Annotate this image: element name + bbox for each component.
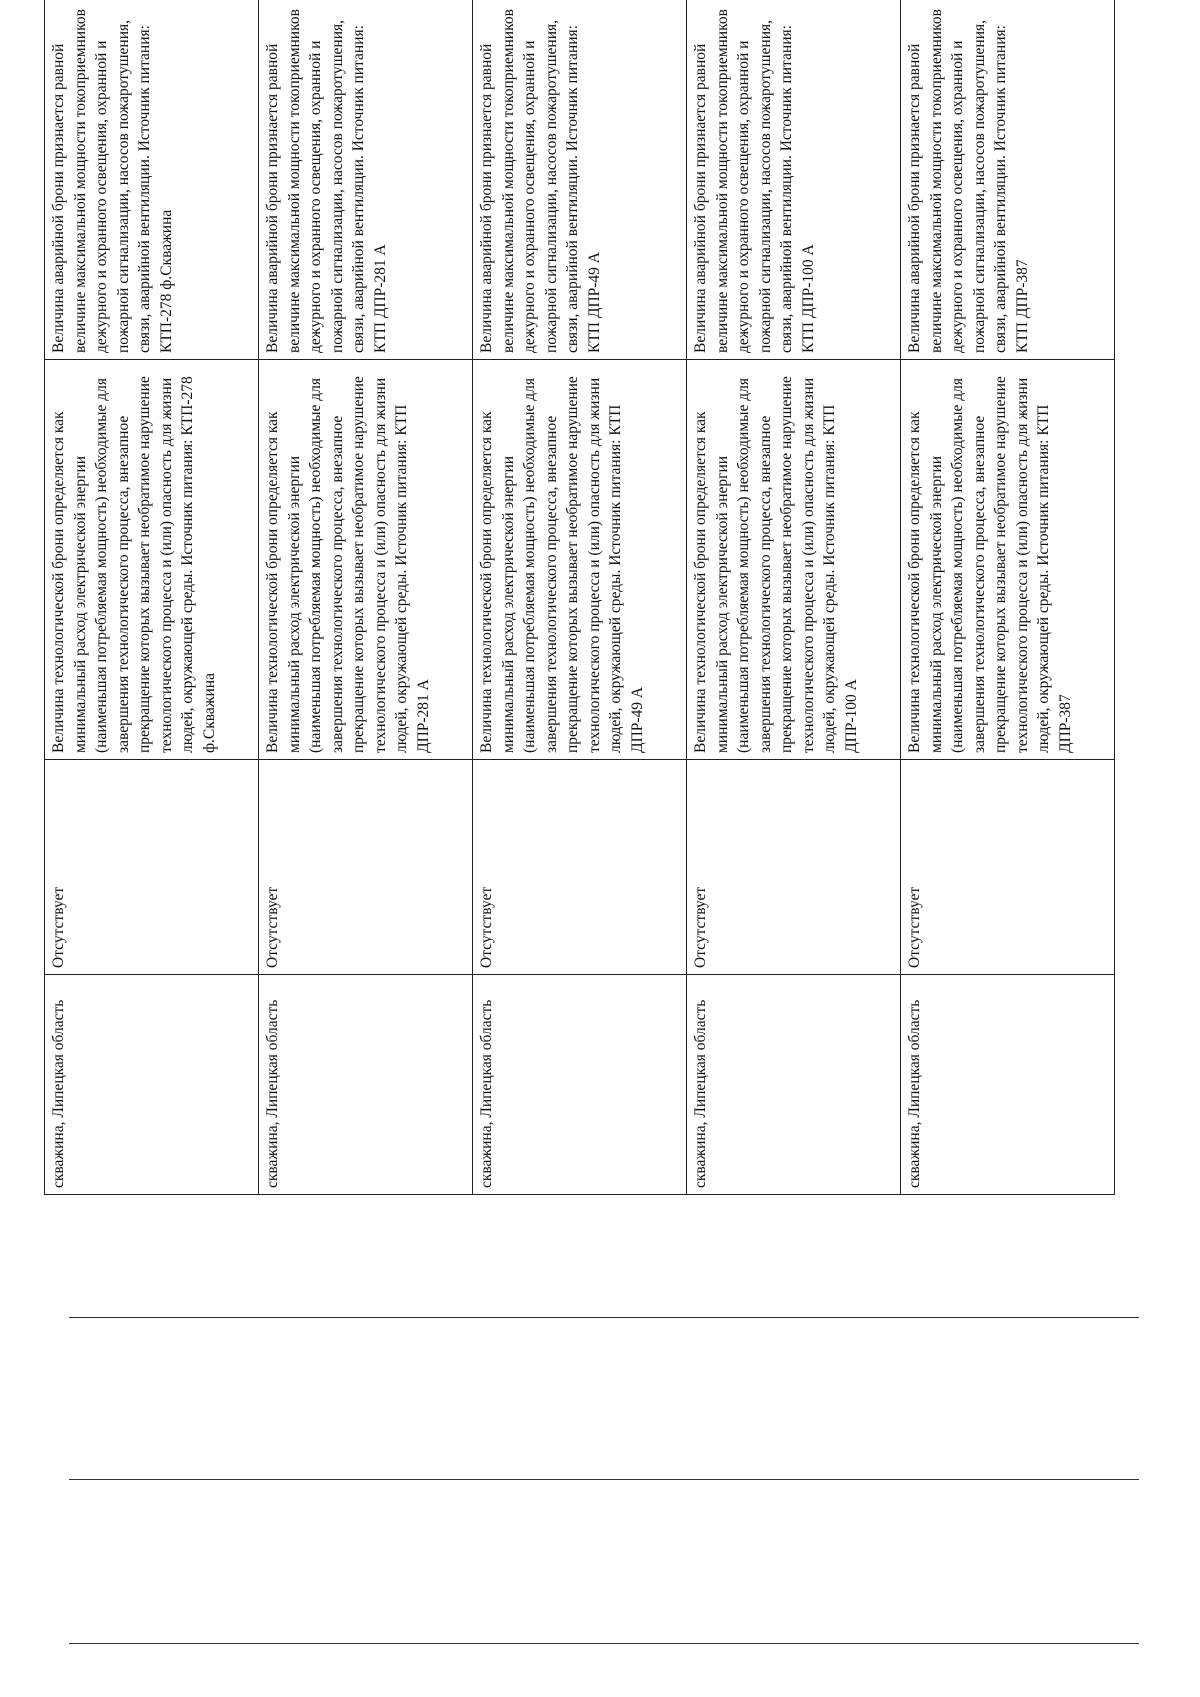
emergency-reserve-cell: Величина аварийной брони признается равной величине максимальной мощности токоприемников дежурного и охранного освещения, охранной и пожарной сигнализации, насосов пожаротушения, связи, аварийной вентиляции. Источник питания: КТП-278 ф.Скважина [45,0,259,360]
emergency-reserve-cell: Величина аварийной брони признается равной величине максимальной мощности токоприемников дежурного и охранного освещения, охранной и пожарной сигнализации, насосов пожаротушения, связи, аварийной вентиляции. Источник питания: КТП ДПР-281 А [259,0,473,360]
table-row [45,0,259,1195]
table-row [901,0,1115,1195]
rotated-page [14,0,1174,1680]
table-row [687,0,901,1195]
armor-status-cell: Отсутствует [901,760,1115,975]
location-cell: скважина, Липецкая область [45,975,259,1195]
emergency-reserve-cell: Величина аварийной брони признается равной величине максимальной мощности токоприемников дежурного и охранного освещения, охранной и пожарной сигнализации, насосов пожаротушения, связи, аварийной вентиляции. Источник питания: КТП ДПР-100 А [687,0,901,360]
location-cell: скважина, Липецкая область [901,975,1115,1195]
location-cell: скважина, Липецкая область [687,975,901,1195]
power-reserve-table [44,0,1115,1195]
left-margin-rule [69,1317,1139,1318]
tech-reserve-cell: Величина технологической брони определяется как минимальный расход электрической энергии (наименьшая потребляемая мощность) необходимые для завершения технологического процесса, внезапное прекращение которых вызывает необратимое нарушение технологического процесса и (или) опасность для жизни людей, окружающей среды. Источник питания: КТП ДПР-49 А [473,360,687,760]
armor-status-cell: Отсутствует [259,760,473,975]
table-row [259,0,473,1195]
table-row [473,0,687,1195]
left-margin-rule [69,1643,1139,1644]
location-cell: скважина, Липецкая область [259,975,473,1195]
emergency-reserve-cell: Величина аварийной брони признается равной величине максимальной мощности токоприемников дежурного и охранного освещения, охранной и пожарной сигнализации, насосов пожаротушения, связи, аварийной вентиляции. Источник питания: КТП ДПР-49 А [473,0,687,360]
location-cell: скважина, Липецкая область [473,975,687,1195]
tech-reserve-cell: Величина технологической брони определяется как минимальный расход электрической энергии (наименьшая потребляемая мощность) необходимые для завершения технологического процесса, внезапное прекращение которых вызывает необратимое нарушение технологического процесса и (или) опасность для жизни людей, окружающей среды. Источник питания: КТП-278 ф.Скважина [45,360,259,760]
tech-reserve-cell: Величина технологической брони определяется как минимальный расход электрической энергии (наименьшая потребляемая мощность) необходимые для завершения технологического процесса, внезапное прекращение которых вызывает необратимое нарушение технологического процесса и (или) опасность для жизни людей, окружающей среды. Источник питания: КТП ДПР-100 А [687,360,901,760]
armor-status-cell: Отсутствует [473,760,687,975]
tech-reserve-cell: Величина технологической брони определяется как минимальный расход электрической энергии (наименьшая потребляемая мощность) необходимые для завершения технологического процесса, внезапное прекращение которых вызывает необратимое нарушение технологического процесса и (или) опасность для жизни людей, окружающей среды. Источник питания: КТП ДПР-387 [901,360,1115,760]
armor-status-cell: Отсутствует [45,760,259,975]
armor-status-cell: Отсутствует [687,760,901,975]
left-margin-rule [69,1479,1139,1480]
emergency-reserve-cell: Величина аварийной брони признается равной величине максимальной мощности токоприемников дежурного и охранного освещения, охранной и пожарной сигнализации, насосов пожаротушения, связи, аварийной вентиляции. Источник питания: КТП ДПР-387 [901,0,1115,360]
tech-reserve-cell: Величина технологической брони определяется как минимальный расход электрической энергии (наименьшая потребляемая мощность) необходимые для завершения технологического процесса, внезапное прекращение которых вызывает необратимое нарушение технологического процесса и (или) опасность для жизни людей, окружающей среды. Источник питания: КТП ДПР-281 А [259,360,473,760]
